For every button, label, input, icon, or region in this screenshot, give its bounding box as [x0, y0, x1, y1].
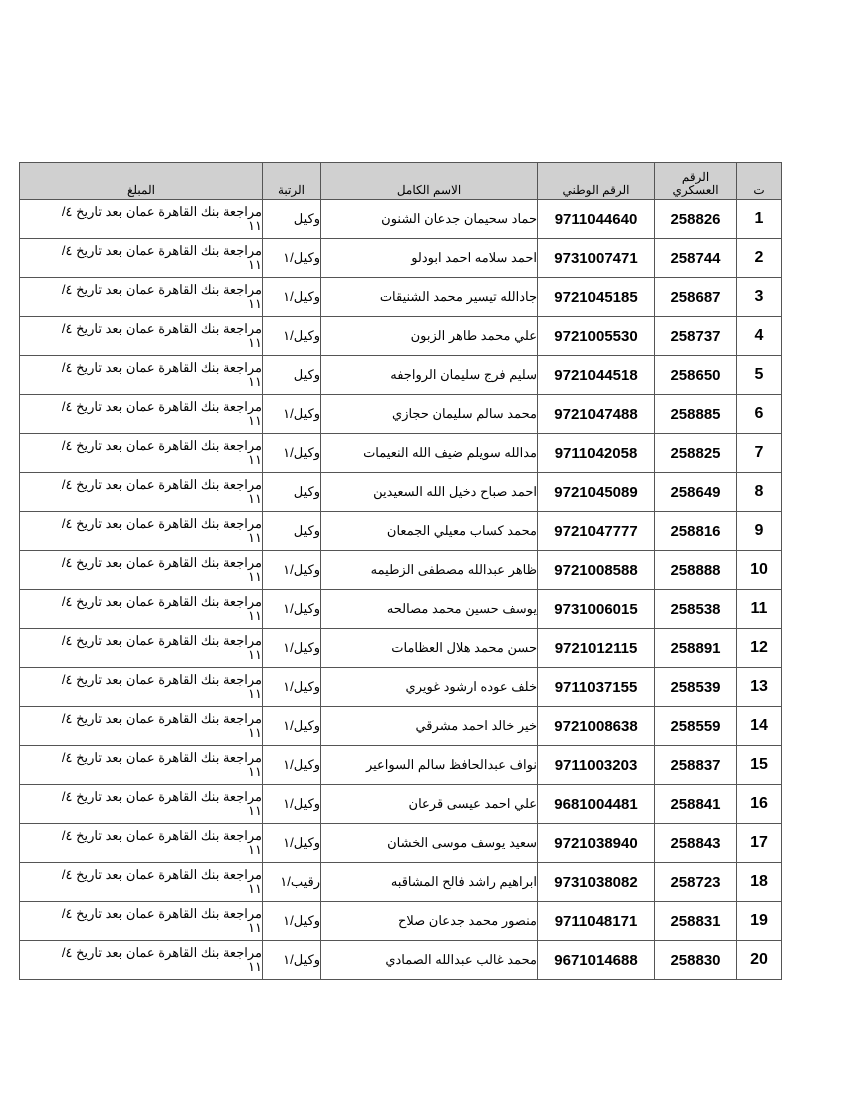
seq-cell: 18 — [737, 863, 782, 902]
roster-table — [19, 162, 782, 980]
full-name-cell: يوسف حسين محمد مصالحه — [321, 590, 538, 629]
seq-cell: 20 — [737, 941, 782, 980]
military-number-cell: 258650 — [655, 356, 737, 395]
amount-line-1: مراجعة بنك القاهرة عمان بعد تاريخ ٤/ — [61, 399, 262, 414]
amount-line-1: مراجعة بنك القاهرة عمان بعد تاريخ ٤/ — [61, 477, 262, 492]
national-number-cell: 9711044640 — [538, 200, 655, 239]
military-number-cell: 258841 — [655, 785, 737, 824]
amount-line-2: ١١ — [248, 569, 262, 584]
amount-cell — [20, 746, 263, 785]
national-number-cell: 9721008588 — [538, 551, 655, 590]
full-name-cell: خير خالد احمد مشرقي — [321, 707, 538, 746]
national-number-cell: 9721038940 — [538, 824, 655, 863]
national-number-cell: 9721047488 — [538, 395, 655, 434]
rank-cell: وكيل — [263, 200, 321, 239]
amount-cell — [20, 863, 263, 902]
national-number-cell: 9731006015 — [538, 590, 655, 629]
amount-line-1: مراجعة بنك القاهرة عمان بعد تاريخ ٤/ — [61, 750, 262, 765]
military-number-cell: 258831 — [655, 902, 737, 941]
military-number-cell: 258826 — [655, 200, 737, 239]
seq-cell: 4 — [737, 317, 782, 356]
amount-cell — [20, 785, 263, 824]
table-row — [20, 785, 782, 824]
header-row — [20, 163, 782, 200]
amount-cell — [20, 941, 263, 980]
seq-cell: 13 — [737, 668, 782, 707]
table-row — [20, 239, 782, 278]
full-name-cell: ظاهر عبدالله مصطفى الزطيمه — [321, 551, 538, 590]
national-number-cell: 9731038082 — [538, 863, 655, 902]
full-name-cell: منصور محمد جدعان صلاح — [321, 902, 538, 941]
military-number-cell: 258816 — [655, 512, 737, 551]
seq-cell: 2 — [737, 239, 782, 278]
table-row — [20, 434, 782, 473]
amount-cell — [20, 512, 263, 551]
seq-cell: 11 — [737, 590, 782, 629]
header-military-number-line1: الرقم — [681, 170, 710, 184]
amount-line-2: ١١ — [248, 959, 262, 974]
rank-cell: وكيل/١ — [263, 668, 321, 707]
national-number-cell: 9721045089 — [538, 473, 655, 512]
amount-line-2: ١١ — [248, 296, 262, 311]
full-name-cell: محمد سالم سليمان حجازي — [321, 395, 538, 434]
seq-cell: 16 — [737, 785, 782, 824]
rank-cell: وكيل/١ — [263, 746, 321, 785]
table-row — [20, 512, 782, 551]
amount-line-1: مراجعة بنك القاهرة عمان بعد تاريخ ٤/ — [61, 555, 262, 570]
seq-cell: 9 — [737, 512, 782, 551]
full-name-cell: نواف عبدالحافظ سالم السواعير — [321, 746, 538, 785]
amount-cell — [20, 200, 263, 239]
amount-cell — [20, 590, 263, 629]
military-number-cell: 258649 — [655, 473, 737, 512]
rank-cell: وكيل — [263, 356, 321, 395]
rank-cell: وكيل — [263, 512, 321, 551]
rank-cell: وكيل — [263, 473, 321, 512]
rank-cell: رقيب/١ — [263, 863, 321, 902]
rank-cell: وكيل/١ — [263, 395, 321, 434]
table-row — [20, 902, 782, 941]
military-number-cell: 258538 — [655, 590, 737, 629]
amount-line-2: ١١ — [248, 842, 262, 857]
amount-line-1: مراجعة بنك القاهرة عمان بعد تاريخ ٤/ — [61, 711, 262, 726]
table-row — [20, 278, 782, 317]
amount-cell — [20, 239, 263, 278]
full-name-cell: حسن محمد هلال العظامات — [321, 629, 538, 668]
military-number-cell: 258830 — [655, 941, 737, 980]
amount-line-2: ١١ — [248, 257, 262, 272]
rank-cell: وكيل/١ — [263, 941, 321, 980]
amount-line-2: ١١ — [248, 608, 262, 623]
national-number-cell: 9721012115 — [538, 629, 655, 668]
rank-cell: وكيل/١ — [263, 239, 321, 278]
military-number-cell: 258843 — [655, 824, 737, 863]
table-body — [20, 200, 782, 980]
table-row — [20, 863, 782, 902]
amount-cell — [20, 473, 263, 512]
military-number-cell: 258837 — [655, 746, 737, 785]
amount-line-1: مراجعة بنك القاهرة عمان بعد تاريخ ٤/ — [61, 243, 262, 258]
national-number-cell: 9681004481 — [538, 785, 655, 824]
amount-cell — [20, 551, 263, 590]
amount-line-1: مراجعة بنك القاهرة عمان بعد تاريخ ٤/ — [61, 438, 262, 453]
amount-cell — [20, 278, 263, 317]
full-name-cell: علي احمد عيسى قرعان — [321, 785, 538, 824]
header-military-number — [655, 163, 737, 200]
amount-cell — [20, 707, 263, 746]
amount-line-2: ١١ — [248, 491, 262, 506]
rank-cell: وكيل/١ — [263, 824, 321, 863]
military-number-cell: 258723 — [655, 863, 737, 902]
military-number-cell: 258744 — [655, 239, 737, 278]
rank-cell: وكيل/١ — [263, 629, 321, 668]
amount-line-2: ١١ — [248, 803, 262, 818]
amount-line-2: ١١ — [248, 647, 262, 662]
seq-cell: 19 — [737, 902, 782, 941]
full-name-cell: خلف عوده ارشود غويري — [321, 668, 538, 707]
header-amount: المبلغ — [20, 163, 263, 200]
seq-cell: 8 — [737, 473, 782, 512]
table-row — [20, 941, 782, 980]
table-row — [20, 629, 782, 668]
amount-line-1: مراجعة بنك القاهرة عمان بعد تاريخ ٤/ — [61, 594, 262, 609]
full-name-cell: سعيد يوسف موسى الخشان — [321, 824, 538, 863]
rank-cell: وكيل/١ — [263, 902, 321, 941]
amount-cell — [20, 434, 263, 473]
full-name-cell: حماد سحيمان جدعان الشنون — [321, 200, 538, 239]
seq-cell: 5 — [737, 356, 782, 395]
military-number-cell: 258825 — [655, 434, 737, 473]
amount-line-2: ١١ — [248, 725, 262, 740]
rank-cell: وكيل/١ — [263, 707, 321, 746]
amount-cell — [20, 902, 263, 941]
full-name-cell: محمد كساب معيلي الجمعان — [321, 512, 538, 551]
table-row — [20, 317, 782, 356]
national-number-cell: 9721044518 — [538, 356, 655, 395]
military-number-cell: 258559 — [655, 707, 737, 746]
amount-line-2: ١١ — [248, 218, 262, 233]
seq-cell: 1 — [737, 200, 782, 239]
full-name-cell: مدالله سويلم ضيف الله النعيمات — [321, 434, 538, 473]
table-row — [20, 473, 782, 512]
rank-cell: وكيل/١ — [263, 278, 321, 317]
amount-line-2: ١١ — [248, 764, 262, 779]
seq-cell: 6 — [737, 395, 782, 434]
amount-cell — [20, 356, 263, 395]
table-row — [20, 668, 782, 707]
amount-cell — [20, 824, 263, 863]
table-header — [20, 163, 782, 200]
amount-line-2: ١١ — [248, 452, 262, 467]
military-number-cell: 258885 — [655, 395, 737, 434]
header-national-number: الرقم الوطني — [538, 163, 655, 200]
amount-line-2: ١١ — [248, 881, 262, 896]
amount-line-1: مراجعة بنك القاهرة عمان بعد تاريخ ٤/ — [61, 789, 262, 804]
table-row — [20, 356, 782, 395]
amount-line-2: ١١ — [248, 374, 262, 389]
seq-cell: 3 — [737, 278, 782, 317]
seq-cell: 10 — [737, 551, 782, 590]
national-number-cell: 9721005530 — [538, 317, 655, 356]
rank-cell: وكيل/١ — [263, 785, 321, 824]
amount-line-1: مراجعة بنك القاهرة عمان بعد تاريخ ٤/ — [61, 516, 262, 531]
full-name-cell: جادالله تيسير محمد الشنيقات — [321, 278, 538, 317]
national-number-cell: 9721008638 — [538, 707, 655, 746]
national-number-cell: 9671014688 — [538, 941, 655, 980]
seq-cell: 14 — [737, 707, 782, 746]
amount-cell — [20, 668, 263, 707]
table-row — [20, 551, 782, 590]
national-number-cell: 9711037155 — [538, 668, 655, 707]
seq-cell: 7 — [737, 434, 782, 473]
rank-cell: وكيل/١ — [263, 317, 321, 356]
rank-cell: وكيل/١ — [263, 590, 321, 629]
table-row — [20, 707, 782, 746]
military-number-cell: 258687 — [655, 278, 737, 317]
amount-line-2: ١١ — [248, 686, 262, 701]
military-number-cell: 258891 — [655, 629, 737, 668]
amount-line-2: ١١ — [248, 335, 262, 350]
header-full-name: الاسم الكامل — [321, 163, 538, 200]
amount-line-1: مراجعة بنك القاهرة عمان بعد تاريخ ٤/ — [61, 360, 262, 375]
amount-line-1: مراجعة بنك القاهرة عمان بعد تاريخ ٤/ — [61, 321, 262, 336]
table-row — [20, 746, 782, 785]
amount-line-1: مراجعة بنك القاهرة عمان بعد تاريخ ٤/ — [61, 204, 262, 219]
full-name-cell: ابراهيم راشد فالح المشاقبه — [321, 863, 538, 902]
amount-line-1: مراجعة بنك القاهرة عمان بعد تاريخ ٤/ — [61, 282, 262, 297]
military-number-cell: 258737 — [655, 317, 737, 356]
amount-cell — [20, 395, 263, 434]
full-name-cell: احمد صباح دخيل الله السعيدين — [321, 473, 538, 512]
national-number-cell: 9731007471 — [538, 239, 655, 278]
full-name-cell: علي محمد طاهر الزبون — [321, 317, 538, 356]
amount-line-1: مراجعة بنك القاهرة عمان بعد تاريخ ٤/ — [61, 828, 262, 843]
amount-cell — [20, 317, 263, 356]
header-seq: ت — [737, 163, 782, 200]
military-number-cell: 258539 — [655, 668, 737, 707]
amount-line-2: ١١ — [248, 530, 262, 545]
seq-cell: 15 — [737, 746, 782, 785]
seq-cell: 12 — [737, 629, 782, 668]
full-name-cell: احمد سلامه احمد ابودلو — [321, 239, 538, 278]
seq-cell: 17 — [737, 824, 782, 863]
full-name-cell: محمد غالب عبدالله الصمادي — [321, 941, 538, 980]
header-military-number-line2: العسكري — [672, 183, 719, 197]
national-number-cell: 9711003203 — [538, 746, 655, 785]
table-row — [20, 395, 782, 434]
amount-cell — [20, 629, 263, 668]
national-number-cell: 9721047777 — [538, 512, 655, 551]
amount-line-1: مراجعة بنك القاهرة عمان بعد تاريخ ٤/ — [61, 633, 262, 648]
amount-line-1: مراجعة بنك القاهرة عمان بعد تاريخ ٤/ — [61, 867, 262, 882]
rank-cell: وكيل/١ — [263, 551, 321, 590]
national-number-cell: 9711042058 — [538, 434, 655, 473]
header-rank: الرتبة — [263, 163, 321, 200]
table-row — [20, 824, 782, 863]
military-number-cell: 258888 — [655, 551, 737, 590]
national-number-cell: 9721045185 — [538, 278, 655, 317]
amount-line-1: مراجعة بنك القاهرة عمان بعد تاريخ ٤/ — [61, 945, 262, 960]
table-row — [20, 200, 782, 239]
full-name-cell: سليم فرج سليمان الرواجفه — [321, 356, 538, 395]
rank-cell: وكيل/١ — [263, 434, 321, 473]
amount-line-1: مراجعة بنك القاهرة عمان بعد تاريخ ٤/ — [61, 672, 262, 687]
amount-line-2: ١١ — [248, 413, 262, 428]
table-row — [20, 590, 782, 629]
amount-line-1: مراجعة بنك القاهرة عمان بعد تاريخ ٤/ — [61, 906, 262, 921]
amount-line-2: ١١ — [248, 920, 262, 935]
national-number-cell: 9711048171 — [538, 902, 655, 941]
